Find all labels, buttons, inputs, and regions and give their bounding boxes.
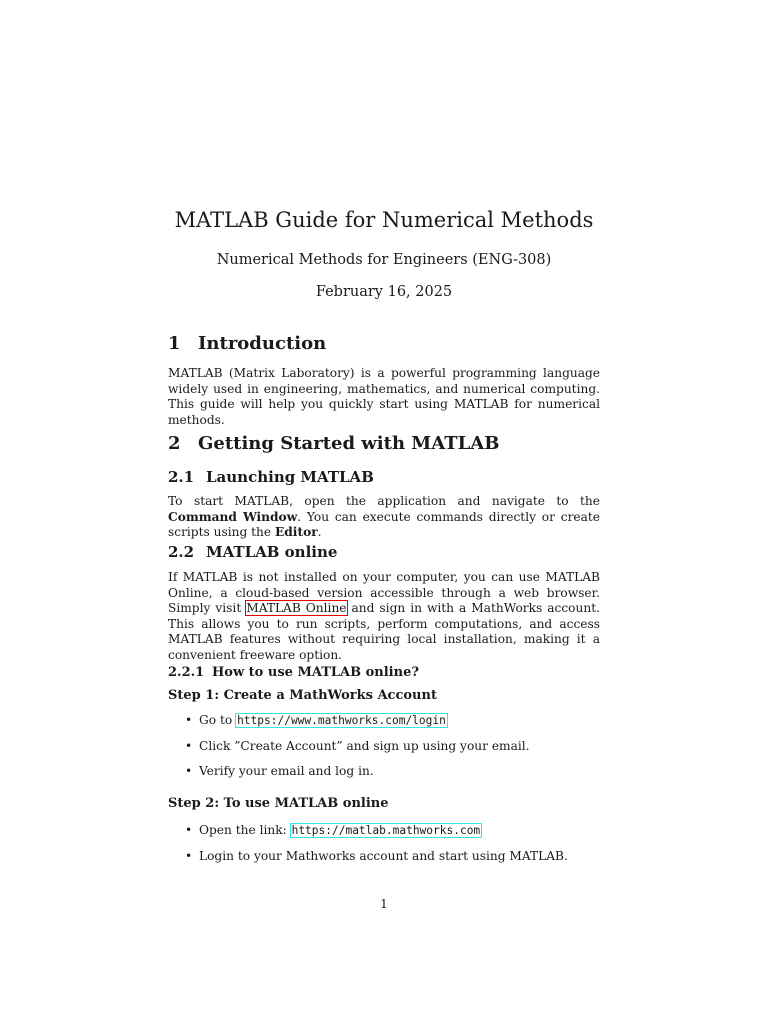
document-course: Numerical Methods for Engineers (ENG-308) (216, 252, 552, 268)
list-item (168, 822, 600, 839)
mathworks-login-link[interactable]: https://www.mathworks.com/login (237, 714, 446, 727)
list-item (168, 848, 600, 864)
list-item-text: Verify your email and log in. (199, 764, 374, 778)
subsection-heading-online (168, 542, 337, 562)
step2-list (168, 822, 600, 864)
command-window-term: Command Window (168, 509, 298, 524)
step1-heading: Step 1: Create a MathWorks Account (168, 688, 437, 703)
matlab-online-link[interactable]: MATLAB Online (246, 601, 347, 615)
section-heading-introduction (168, 332, 326, 356)
list-item-text: Open the link: (199, 823, 291, 837)
subsection-heading-launching (168, 467, 374, 487)
subsubsection-title: How to use MATLAB online? (212, 665, 419, 680)
list-item-text: Login to your Mathworks account and start using MATLAB. (199, 849, 568, 863)
bullet-icon: • (185, 764, 193, 778)
section-title: Introduction (198, 333, 327, 354)
bullet-icon: • (185, 713, 193, 727)
bullet-icon: • (185, 849, 193, 863)
document-title: MATLAB Guide for Numerical Methods (174, 208, 594, 232)
bullet-icon: • (185, 823, 193, 837)
intro-paragraph: MATLAB (Matrix Laboratory) is a powerful programming language widely used in engineering, mathematics, and numerical computing. This guide will help you quickly start using MATLAB for numerical methods. (168, 366, 600, 427)
launching-text-b: . You can execute commands directly or create scripts using the (168, 509, 600, 539)
launching-paragraph (168, 494, 600, 541)
subsubsection-number: 2.2.1 (168, 665, 205, 680)
launching-text-a: To start MATLAB, open the application and navigate to the (168, 494, 600, 508)
list-item (168, 738, 600, 754)
section-number: 1 (168, 333, 181, 354)
list-item-text: Click ”Create Account” and sign up using your email. (199, 739, 530, 753)
launching-text-c: . (317, 525, 322, 539)
matlab-online-url-link[interactable]: https://matlab.mathworks.com (291, 824, 481, 837)
subsubsection-heading-how-to (168, 664, 419, 682)
step2-heading: Step 2: To use MATLAB online (168, 796, 389, 811)
online-paragraph (168, 570, 600, 663)
subsection-number: 2.2 (168, 543, 195, 561)
list-item-text: Go to (199, 713, 237, 727)
subsection-title: Launching MATLAB (206, 468, 374, 486)
subsection-title: MATLAB online (206, 543, 338, 561)
page-number: 1 (380, 897, 388, 911)
step1-list (168, 712, 600, 779)
section-title: Getting Started with MATLAB (198, 433, 500, 454)
editor-term: Editor (275, 525, 318, 539)
list-item (168, 763, 600, 779)
list-item (168, 712, 600, 729)
section-heading-getting-started (168, 432, 499, 456)
bullet-icon: • (185, 739, 193, 753)
section-number: 2 (168, 433, 181, 454)
online-text-b: and sign in with a MathWorks account. This allows you to run scripts, perform computations, and access MATLAB features without requiring local installation, making it a convenient freeware option. (168, 601, 600, 662)
online-text-a: If MATLAB is not installed on your computer, you can use MATLAB Online, a cloud-based version accessible through a web browser. Simply visit (168, 570, 600, 615)
subsection-number: 2.1 (168, 468, 195, 486)
document-date: February 16, 2025 (315, 284, 453, 300)
